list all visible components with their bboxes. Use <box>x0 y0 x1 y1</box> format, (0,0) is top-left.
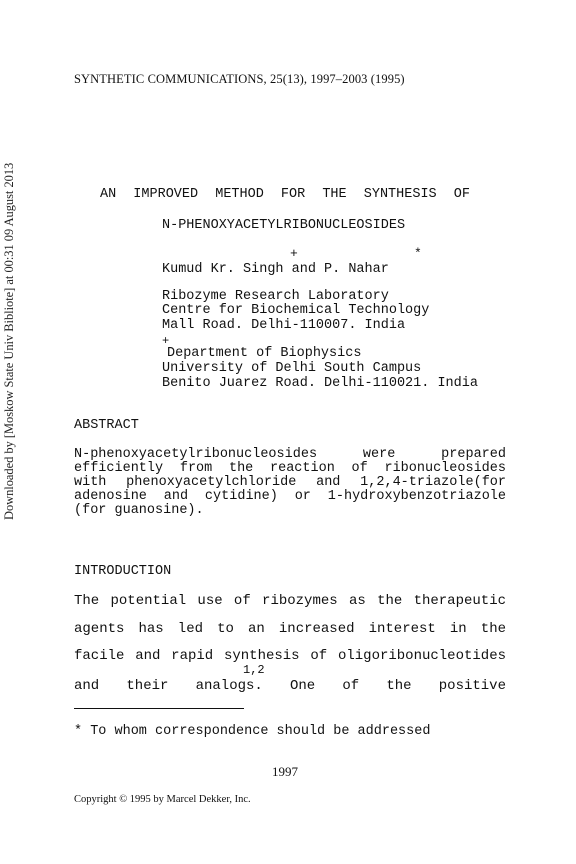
footnote: * To whom correspondence should be addressed <box>74 724 431 739</box>
introduction-heading: INTRODUCTION <box>74 564 172 579</box>
introduction-line: facile and rapid synthesis of oligoribonucleotides <box>74 648 506 664</box>
author-mark-nahar: * <box>414 246 422 261</box>
abstract-line: (for guanosine). <box>74 503 204 518</box>
abstract-line: adenosine and cytidine) or 1-hydroxybenzotriazole <box>74 489 506 504</box>
affiliation-line-4: Department of Biophysics <box>167 346 362 361</box>
abstract-heading: ABSTRACT <box>74 418 139 433</box>
abstract-line: with phenoxyacetylchloride and 1,2,4-triazole(for <box>74 475 506 490</box>
introduction-line: and their analogs. One of the positive <box>74 678 506 694</box>
author-mark-singh: + <box>290 246 298 261</box>
abstract-line: efficiently from the reaction of ribonucleosides <box>74 461 506 476</box>
title-line-1: AN IMPROVED METHOD FOR THE SYNTHESIS OF <box>100 187 470 202</box>
introduction-line: agents has led to an increased interest in the <box>74 621 506 637</box>
affiliation-line-5: University of Delhi South Campus <box>162 361 422 376</box>
affiliation-line-1: Ribozyme Research Laboratory <box>162 289 389 304</box>
footnote-rule <box>74 708 244 709</box>
title-line-2: N-PHENOXYACETYLRIBONUCLEOSIDES <box>162 218 406 233</box>
affiliation-mark: + <box>162 334 170 348</box>
introduction-line: The potential use of ribozymes as the therapeutic <box>74 593 506 609</box>
copyright-notice: Copyright © 1995 by Marcel Dekker, Inc. <box>74 794 251 805</box>
page-number: 1997 <box>272 764 298 779</box>
affiliation-line-6: Benito Juarez Road. Delhi-110021. India <box>162 376 478 391</box>
affiliation-line-2: Centre for Biochemical Technology <box>162 303 430 318</box>
reference-superscript: 1,2 <box>243 663 265 677</box>
journal-header: SYNTHETIC COMMUNICATIONS, 25(13), 1997–2003 (1995) <box>74 72 405 86</box>
author-line: Kumud Kr. Singh and P. Nahar <box>162 262 389 277</box>
affiliation-line-3: Mall Road. Delhi-110007. India <box>162 318 406 333</box>
abstract-line: N-phenoxyacetylribonucleosides were prepared <box>74 447 506 462</box>
download-notice: Downloaded by [Moskow State Univ Bibliote] at 00:31 09 August 2013 <box>2 162 16 520</box>
